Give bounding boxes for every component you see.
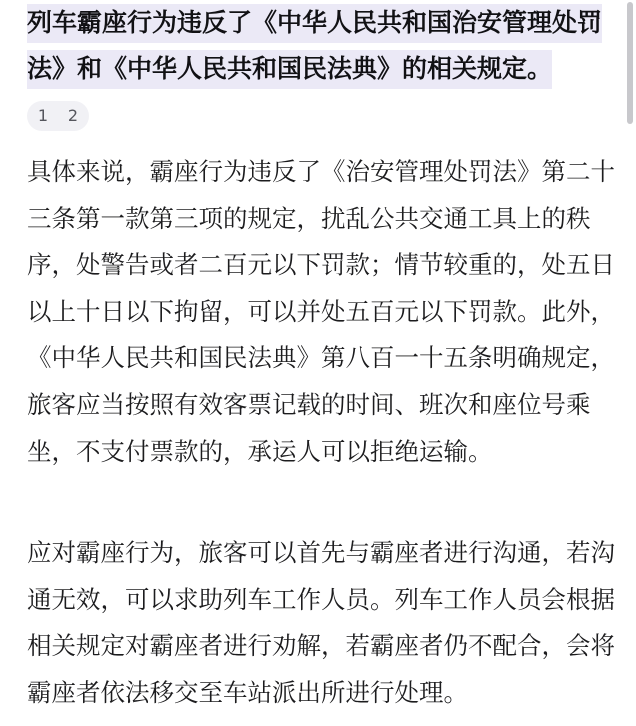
headline-text: 列车霸座行为违反了《中华人民共和国治安管理处罚法》和《中华人民共和国民法典》的相关规定。	[27, 4, 602, 89]
answer-paragraph-details: 具体来说，霸座行为违反了《治安管理处罚法》第二十三条第一款第三项的规定，扰乱公共交通工具上的秩序，处警告或者二百元以下罚款；情节较重的，处五日以上十日以下拘留，可以并处五百元以下罚款。此外，《中华人民共和国民法典》第八百一十五条明确规定，旅客应当按照有效客票记载的时间、班次和座位号乘坐，不支付票款的，承运人可以拒绝运输。	[27, 157, 615, 466]
answer-paragraph-response: 应对霸座行为，旅客可以首先与霸座者进行沟通，若沟通无效，可以求助列车工作人员。列车工作人员会根据相关规定对霸座者进行劝解，若霸座者仍不配合，会将霸座者依法移交至车站派出所进行处理。	[27, 538, 615, 707]
reference-1-button[interactable]: 1	[37, 106, 49, 125]
scrollbar-thumb[interactable]	[627, 2, 633, 124]
answer-headline	[27, 0, 623, 92]
reference-2-button[interactable]: 2	[67, 106, 79, 125]
reference-citations	[27, 101, 89, 131]
